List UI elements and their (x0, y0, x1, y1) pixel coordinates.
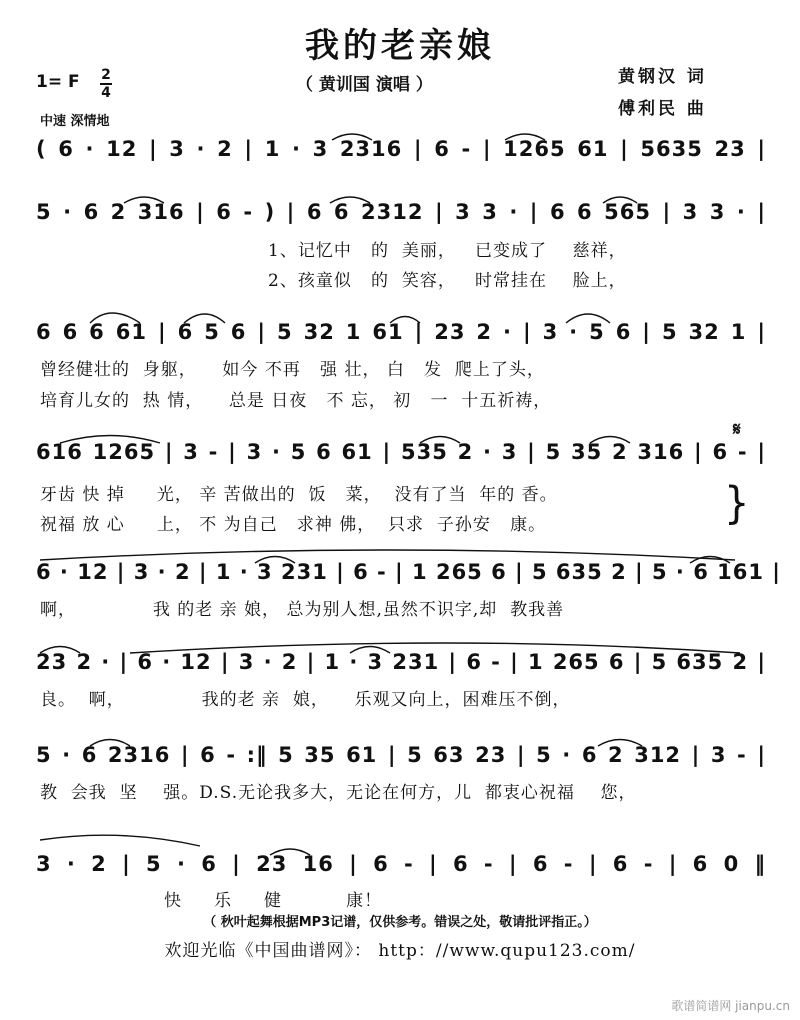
score-line-2: 5 · 6 2 316 | 6 - ) | 6 6 2312 | 3 3 · | 6 6 565 | 3 3 · | (36, 200, 766, 224)
lyric-line-6: 良。 啊， 我的老 亲 娘， 乐观又向上，困难压不倒， (40, 690, 571, 710)
meter-numerator: 2 (101, 67, 111, 83)
tempo-marking: 中速 深情地 (40, 114, 110, 129)
lyric-line-2-verse-2: 2、孩童似 的 笑容， 时常挂在 脸上， (268, 271, 627, 291)
lyric-line-2-verse-1: 1、记忆中 的 美丽， 已变成了 慈祥， (268, 241, 627, 261)
lyric-line-3-verse-2: 培育儿女的 热 情， 总是 日夜 不 忘， 初 一 十五祈祷， (40, 391, 552, 411)
site-welcome: 欢迎光临《中国曲谱网》： http：//www.qupu123.com/ (164, 941, 636, 961)
score-line-5: 6 · 12 | 3 · 2 | 1 · 3 231 | 6 - | 1 265 6 | 5 635 2 | 5 · 6 161 | (36, 560, 781, 584)
lyric-line-8: 快 乐 健 康！ (164, 891, 383, 911)
time-signature (100, 68, 112, 100)
key-signature: 1= F (36, 72, 80, 92)
lyric-line-4-verse-1: 牙齿 快 掉 光， 辛 苦做出的 饭 菜， 没有了当 年的 香。 (40, 485, 558, 505)
score-line-8: 3 · 2 | 5 · 6 | 23 16 | 6 - | 6 - | 6 - | 6 - | 6 0 ‖ (36, 852, 766, 876)
watermark: 歌谱简谱网 jianpu.cn (671, 999, 790, 1013)
lyric-line-5: 啊， 我 的老 亲 娘， 总为别人想,虽然不识字,却 教我善 (40, 600, 565, 620)
score-line-3: 6 6 6 61 | 6 5 6 | 5 32 1 61 | 23 2 · | 3 · 5 6 | 5 32 1 | (36, 320, 766, 344)
score-line-6: 23 2 · | 6 · 12 | 3 · 2 | 1 · 3 231 | 6 - | 1 265 6 | 5 635 2 | (36, 650, 766, 674)
lyric-line-7: 教 会我 坚 强。D.S.无论我多大，无论在何方，儿 都衷心祝福 您， (40, 783, 637, 803)
slur (40, 835, 200, 846)
score-line-1: ( 6 · 12 | 3 · 2 | 1 · 3 2316 | 6 - | 1265 61 | 5635 23 | (36, 137, 766, 161)
lyric-line-3-verse-1: 曾经健壮的 身躯， 如今 不再 强 壮， 白 发 爬上了头， (40, 360, 545, 380)
verse-brace: } (724, 477, 750, 529)
meter-denominator: 4 (101, 85, 111, 101)
transcription-note: （ 秋叶起舞根据MP3记谱，仅供参考。错误之处，敬请批评指正。） (203, 915, 597, 930)
score-line-7: 5 · 6 2316 | 6 - :‖ 5 35 61 | 5 63 23 | 5 · 6 2 312 | 3 - | (36, 743, 766, 767)
slur (40, 550, 735, 560)
song-title: 我的老亲娘 (305, 26, 495, 66)
score-line-4: 616 1265 | 3 - | 3 · 5 6 61 | 535 2 · 3 | 5 35 2 316 | 6 - | (36, 440, 766, 464)
composer-credit: 傅利民 曲 (618, 99, 707, 119)
segno-sign: 𝄋 (733, 419, 741, 440)
singer-credit: （ 黄训国 演唱 ） (296, 75, 433, 95)
lyric-line-4-verse-2: 祝福 放 心 上， 不 为自己 求神 佛， 只求 子孙安 康。 (40, 515, 547, 535)
lyricist-credit: 黄钢汉 词 (618, 67, 707, 87)
